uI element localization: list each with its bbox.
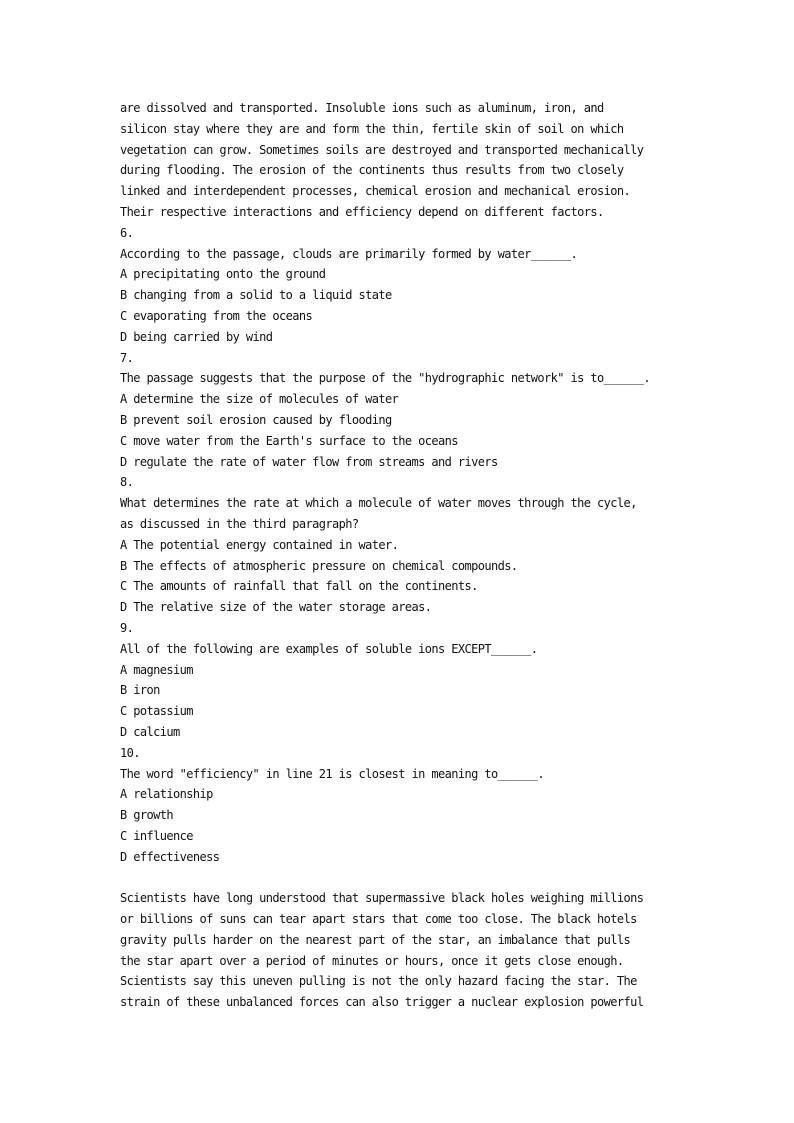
paragraph-line: or billions of suns can tear apart stars that come too close. The black hotels xyxy=(120,912,637,927)
option-d: D regulate the rate of water flow from streams and rivers xyxy=(120,454,498,469)
passage-2-text xyxy=(120,888,700,1013)
option-a: A The potential energy contained in water. xyxy=(120,537,399,552)
option-a: A relationship xyxy=(120,787,213,802)
passage-1-text xyxy=(120,98,700,223)
option-c: C move water from the Earth's surface to the oceans xyxy=(120,433,458,448)
question-stem: The passage suggests that the purpose of the "hydrographic network" is to______. xyxy=(120,371,650,386)
option-d: D The relative size of the water storage areas. xyxy=(120,600,432,615)
option-b: B iron xyxy=(120,683,160,698)
question-number: 8. xyxy=(120,475,134,490)
question-6 xyxy=(120,223,700,348)
paragraph-line: gravity pulls harder on the nearest part of the star, an imbalance that pulls xyxy=(120,932,631,947)
question-stem: All of the following are examples of soluble ions EXCEPT______. xyxy=(120,641,538,656)
option-b: B growth xyxy=(120,808,173,823)
paragraph-line: during flooding. The erosion of the continents thus results from two closely xyxy=(120,163,624,178)
paragraph-line: the star apart over a period of minutes or hours, once it gets close enough. xyxy=(120,953,624,968)
question-number: 9. xyxy=(120,620,134,635)
option-d: D being carried by wind xyxy=(120,329,273,344)
option-c: C influence xyxy=(120,828,193,843)
paragraph-line: linked and interdependent processes, chemical erosion and mechanical erosion. xyxy=(120,184,631,199)
question-number: 10. xyxy=(120,745,140,760)
option-b: B changing from a solid to a liquid state xyxy=(120,288,392,303)
paragraph-line: Scientists have long understood that supermassive black holes weighing millions xyxy=(120,891,644,906)
question-8 xyxy=(120,472,700,618)
paragraph-gap xyxy=(120,867,700,888)
option-c: C potassium xyxy=(120,704,193,719)
option-b: B prevent soil erosion caused by flooding xyxy=(120,412,392,427)
question-stem: The word "efficiency" in line 21 is closest in meaning to______. xyxy=(120,766,544,781)
document-page xyxy=(120,98,700,1013)
paragraph-line: are dissolved and transported. Insoluble ions such as aluminum, iron, and xyxy=(120,101,604,115)
paragraph-line: Scientists say this uneven pulling is not the only hazard facing the star. The xyxy=(120,974,637,989)
option-b: B The effects of atmospheric pressure on chemical compounds. xyxy=(120,558,518,573)
question-stem: According to the passage, clouds are primarily formed by water______. xyxy=(120,246,578,261)
option-a: A determine the size of molecules of water xyxy=(120,392,399,407)
option-d: D effectiveness xyxy=(120,849,220,864)
option-c: C evaporating from the oceans xyxy=(120,308,313,323)
paragraph-line: silicon stay where they are and form the thin, fertile skin of soil on which xyxy=(120,121,624,136)
paragraph-line: Their respective interactions and efficiency depend on different factors. xyxy=(120,204,604,219)
option-a: A precipitating onto the ground xyxy=(120,267,326,282)
paragraph-line: strain of these unbalanced forces can also trigger a nuclear explosion powerful xyxy=(120,995,644,1010)
question-9 xyxy=(120,618,700,743)
question-number: 7. xyxy=(120,350,134,365)
question-stem: as discussed in the third paragraph? xyxy=(120,516,359,531)
question-7 xyxy=(120,348,700,473)
question-number: 6. xyxy=(120,225,134,240)
question-10 xyxy=(120,743,700,868)
question-stem: What determines the rate at which a molecule of water moves through the cycle, xyxy=(120,496,637,511)
option-a: A magnesium xyxy=(120,662,193,677)
option-c: C The amounts of rainfall that fall on the continents. xyxy=(120,579,478,594)
option-d: D calcium xyxy=(120,724,180,739)
paragraph-line: vegetation can grow. Sometimes soils are destroyed and transported mechanically xyxy=(120,142,644,157)
